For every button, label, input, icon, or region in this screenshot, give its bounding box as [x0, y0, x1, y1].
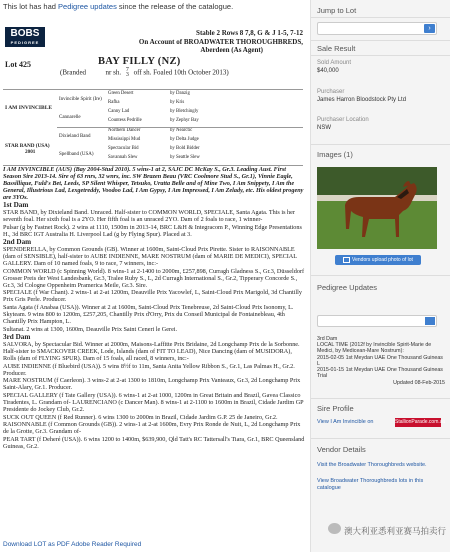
dam-paragraph: AUBE INDIENNE (f Bluebird (USA)). 5 wins 8½f to 11m, Santa Anita Yellow Ribbon S., Gr.1, Las Palmas H., Gr.2. Producer.	[3, 362, 295, 377]
brand-details: (Branded nr sh. 7 3 off sh. Foaled 10th October 2013)	[60, 67, 229, 78]
stable-location: Stable 2 Rows 8 7,8, G & J 1-5, 7-12	[196, 29, 303, 37]
dam-heading: 2nd Dam	[3, 237, 32, 246]
dam-paragraph: PEAR TART (f Deheré (USA)). 6 wins 1200 to 1400m, $639,900, Qld Tatt's RC Tattersall's Tiara, Gr.1, BRC Queensland Guineas, Gr.2.	[3, 435, 305, 450]
dam-paragraph: RAISONNABLE (f Common Grounds (GB)). 2 wins-1 at 2-at 1600m, Evry Prix Ronde de Nuit, L, 2d Longchamp Prix de la Grotte, Gr.3. Grandam of-	[3, 421, 301, 436]
sire-profile-title: Sire Profile	[317, 404, 354, 413]
sire-profile-link[interactable]: View I Am Invincible on	[317, 419, 374, 425]
pedigree-updates-title: Pedigree Updates	[317, 283, 378, 292]
sale-result-title: Sale Result	[317, 44, 356, 53]
purchaser-label: Purchaser	[317, 89, 345, 95]
pedigree-g1: Dixieland Band	[59, 134, 91, 139]
pedigree-g1: Spellband (USA)	[59, 152, 94, 157]
dam-paragraph: SPECIALE (f War Chant). 2 wins-1 at 2-at 1200m, Deauville Prix Yacowlef, L, Saint-Cloud Prix Marigold, 3d Chantilly Prix Gris Perle. Producer.	[3, 289, 302, 304]
dam-paragraph: Santa Agata (f Anabaa (USA)). Winner at 2 at 1600m, Saint-Cloud Prix Tenebreuse, 2d Saint-Cloud Prix Isonomy, L.	[3, 303, 294, 311]
pedigree-g2: Canny Lad	[108, 109, 130, 114]
update-line: 2015-02-05 1st Meydan UAE One Thousand Guineas L	[317, 354, 443, 367]
jump-to-lot-title: Jump to Lot	[317, 6, 357, 15]
pedigree-updates-link[interactable]: Pedigree updates	[58, 2, 117, 11]
stallion-parade-badge[interactable]: StallionParade.com.au	[395, 419, 446, 425]
sold-amount: $40,000	[317, 68, 339, 74]
purchaser: James Harron Bloodstock Pty Ltd	[317, 97, 407, 103]
pedigree-g1: Cannarelle	[59, 115, 81, 120]
dam-paragraph: COMMON WORLD (c Spinning World). 8 wins-1 at 2-1400 to 2000m, £257,898, Curragh Gladness S., Gr.3, Düsseldorf Grosser Preis der West Landesbank, Gr.3, Tralee Ruby S., L, 2d Curragh International S., Gr.2, Tipperary Concorde S., Gr.3, 3d Cologne Oppenheim Pramerica Meile, Gr.3. Sire.	[3, 267, 305, 289]
pedigree-g2: Green Desert	[108, 91, 134, 96]
pedigree-g3: by Seattle Slew	[170, 155, 200, 160]
vendor-lots-link[interactable]: View Broadwater Thoroughbreds lots in this catalogue	[317, 478, 424, 491]
images-title: Images (1)	[317, 150, 353, 159]
horse-photo[interactable]	[317, 167, 437, 249]
notice-text-end: since the release of the catalogue.	[116, 2, 234, 11]
pedigree-g1: Invincible Spirit (Ire)	[59, 97, 102, 102]
pedigree-g3: by Kris	[170, 100, 185, 105]
download-pdf-link[interactable]: Download LOT as PDF Adobe Reader Required	[3, 541, 142, 548]
pedigree-g2: Rafha	[108, 100, 120, 105]
updated-date: Updated 08-Feb-2015	[393, 380, 445, 387]
update-line: 2015-01-15 1st Meydan UAE One Thousand Guineas Trial	[317, 367, 443, 380]
sold-amount-label: Sold Amount	[317, 60, 352, 66]
pedigree-g3: by Bold Bidder	[170, 146, 200, 151]
vendor-details-title: Vendor Details	[317, 445, 366, 454]
vendor-website-link[interactable]: Visit the Broadwater Thoroughbreds website.	[317, 462, 427, 468]
pedigree-update-notice	[3, 2, 303, 11]
pedigree-g3: by Delta Judge	[170, 137, 199, 142]
pedigree-g2: Countess Pedrille	[108, 118, 142, 123]
pedigree-search-input[interactable]	[317, 315, 437, 327]
dam-paragraph: SALVORA, by Spectacular Bid. Winner at 2000m, Maisons-Laffitte Prix Bridaine, 2d Longchamp Prix de la Sorbonne. Half-sister to SMACKOVER CREEK, Lode, Islands (dam of FIT TO LEAD), Nice Dancing (dam of MUSIDORA), Rolls (dam of FLYING SPUR). Dam of 15 foals, all raced, 8 winners, inc:-	[3, 341, 300, 363]
jump-to-lot-input[interactable]	[317, 22, 437, 35]
vendor-location: Aberdeen (As Agent)	[200, 46, 263, 54]
pedigree-g3: by Nearctic	[170, 128, 193, 133]
dam-heading: 1st Dam	[3, 201, 29, 210]
pedigree-g2: Mississippi Mud	[108, 137, 141, 142]
dam-paragraph: SUCK OUT QUEEN (f Red Runner). 6 wins 1300 to 2000m in Brazil, Cidade Jardim G.P. 25 de Janeiro, Gr.2.	[3, 413, 278, 421]
horse-name: BAY FILLY (NZ)	[98, 56, 181, 67]
dam-paragraph: Skyteam. 9 wins 800 to 1200m, £257,205, Chantilly Prix d'Orry, Prix du Conseil Municipal de Fontainebleau, 4th Chantilly Prix Hampton, L.	[3, 311, 285, 326]
bobs-logo: BOBS PEDIGREE	[5, 27, 45, 47]
pedigree-g2: Spectacular Bid	[108, 146, 139, 151]
dam-paragraph: STAR BAND, by Dixieland Band. Unraced. Half-sister to COMMON WORLD, SPECIALE, Santa Agata. This is her seventh foal. Her sixth foal is a 2YO. Her fifth foal is an unraced 2YO. Dam of 2 foals to race, 1 winner-	[3, 209, 295, 224]
pedigree-g3: by Danzig	[170, 91, 190, 96]
update-dam-label: 3rd Dam	[317, 336, 338, 342]
sire-summary: I AM INVINCIBLE (AUS) (Bay 2004-Stud 2010). 5 wins-1 at 2, SAJC DC McKay S., Gr.3. Leading Aust. First Season Sire 2013-14. Sire of 63 rnrs, 32 wnrs, inc. SW Brazen Beau (VRC Coolmore Stud S., Gr.1), Vinnie Eagle, Bassillique, Fuld's Bet, Leeds, SP Silent Whisper, Tetsuko, Uratta Belle and of Mine Two, I Am Snippety, I Am the General, Illustrious Lad, Lexgetreddy, Voodoo Lad, I Am Gypsy, I Am Impressed, I Am Zelady, etc. His oldest progeny are 3YOs.	[3, 166, 304, 202]
dam-paragraph: SPENDERELLA, by Common Grounds (GB). Winner at 1600m, Saint-Cloud Prix Pirette. Sister to RAISONNABLE (dam of SENSIBLE), half-sister to AUBE INDIENNE, MARE NOSTRUM (dam of MARIE DE MEDICI), SPECIAL GALLERY. Dam of 10 named foals, 9 to race, 7 winners, inc:-	[3, 246, 297, 268]
pedigree-g3: by Bletchingly	[170, 109, 199, 114]
search-icon[interactable]	[425, 317, 435, 325]
pedigree-update-entry	[317, 336, 445, 387]
upload-photo-button[interactable]: Vendors upload photo of lot	[335, 255, 421, 265]
dam-paragraph: MARE NOSTRUM (f Caerleon). 3 wins-2 at 2-at 1300 to 1810m, Longchamp Prix Vanteaux, Gr.3, 2d Longchamp Prix Saint-Alary, Gr.1. Producer.	[3, 377, 301, 392]
pedigree-g3: by Zephyr Bay	[170, 118, 199, 123]
vendor-account: On Account of BROADWATER THOROUGHBREDS,	[138, 37, 303, 46]
dam-paragraph: SPECIAL GALLERY (f Tate Gallery (USA)). 6 wins-1 at 2-at 1000, 1200m in Great Britain and Brazil, Gavea Classico Tiradentes, L. Grandam of- LAURENCIANO (c Dancer Man). 8 wins-1 at 2-1100 to 1600m in Brazil, Cidade Jardim GP Presidente do Jockey Club, Gr.2.	[3, 391, 304, 414]
notice-text: This lot has had	[3, 2, 59, 11]
pedigree-table	[3, 90, 303, 166]
pedigree-body	[3, 166, 305, 450]
camera-icon	[343, 257, 350, 263]
purchaser-location: NSW	[317, 125, 331, 131]
watermark: 澳大利亚悉利亚赛马拍卖行	[344, 526, 447, 536]
dam-paragraph: Pulsar (g by Fastnet Rock). 2 wins at 1110, 1500m in 2013-14, BRC L&H & Integracom P., Winning Edge Presentations H., 3d BRC IGT Australia H. Liverpool Lad (g by Flying Spur). Placed at 3.	[3, 223, 302, 238]
lot-number: Lot 425	[5, 60, 31, 69]
catalogue-page	[3, 13, 306, 539]
dam-paragraph: Sultanat. 2 wins at 1300, 1600m, Deauville Prix Saint Ceneri le Gerei.	[3, 326, 178, 334]
pedigree-dam: STAR BAND (USA) 2001	[5, 143, 50, 155]
purchaser-location-label: Purchaser Location	[317, 117, 369, 123]
update-text: LOCAL TIME (2012f by Invincible Spirit-Marie de Medici, by Medicean-Mare Nostrum):	[317, 342, 432, 355]
pedigree-g2: Northern Dancer	[108, 128, 141, 133]
pedigree-sire: I AM INVINCIBLE	[5, 105, 53, 111]
arrow-right-icon[interactable]: ›	[424, 24, 435, 33]
pedigree-g2: Savannah Slew	[108, 155, 138, 160]
lot-header	[3, 29, 303, 55]
dam-heading: 3rd Dam	[3, 333, 31, 342]
wechat-icon	[328, 523, 341, 534]
sidebar	[310, 0, 450, 552]
